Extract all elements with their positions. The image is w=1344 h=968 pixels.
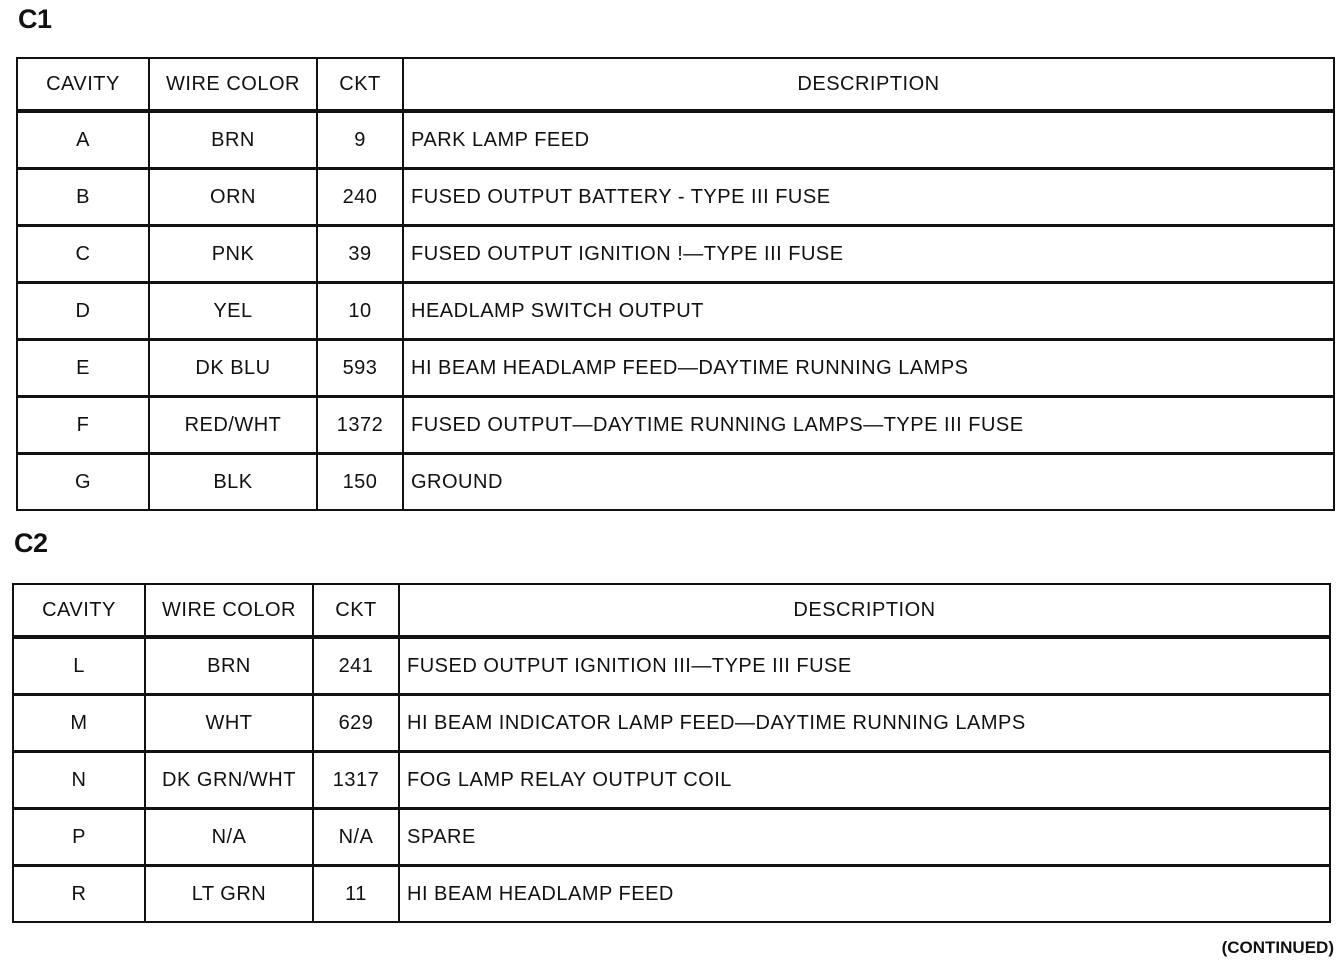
cell-cavity: M: [13, 695, 145, 752]
table-row: [17, 226, 1334, 283]
cell-ckt: 1372: [317, 397, 403, 454]
table-row: [13, 637, 1330, 695]
table-header-row: [13, 584, 1330, 637]
table-row: [13, 695, 1330, 752]
cell-description: PARK LAMP FEED: [403, 111, 1334, 169]
cell-ckt: 39: [317, 226, 403, 283]
continued-label: (CONTINUED): [1221, 938, 1334, 957]
cell-description: GROUND: [403, 454, 1334, 511]
cell-cavity: L: [13, 637, 145, 695]
cell-cavity: R: [13, 866, 145, 923]
cell-wire-color: BLK: [149, 454, 317, 511]
cell-description: HI BEAM INDICATOR LAMP FEED—DAYTIME RUNNING LAMPS: [399, 695, 1330, 752]
cell-wire-color: N/A: [145, 809, 313, 866]
header-description: DESCRIPTION: [403, 58, 1334, 111]
section-title-c1: C1: [18, 4, 52, 34]
header-description: DESCRIPTION: [399, 584, 1330, 637]
cell-description: FUSED OUTPUT IGNITION !—TYPE III FUSE: [403, 226, 1334, 283]
cell-ckt: N/A: [313, 809, 399, 866]
header-cavity: CAVITY: [13, 584, 145, 637]
cell-ckt: 240: [317, 169, 403, 226]
table-row: [17, 169, 1334, 226]
cell-ckt: 241: [313, 637, 399, 695]
cell-cavity: B: [17, 169, 149, 226]
cell-cavity: A: [17, 111, 149, 169]
section-title-c2: C2: [14, 528, 48, 558]
table-row: [13, 809, 1330, 866]
cell-description: FUSED OUTPUT—DAYTIME RUNNING LAMPS—TYPE III FUSE: [403, 397, 1334, 454]
cell-ckt: 9: [317, 111, 403, 169]
header-ckt: CKT: [317, 58, 403, 111]
table-row: [13, 866, 1330, 923]
connector-table-c2: [12, 583, 1331, 923]
table-row: [17, 397, 1334, 454]
cell-wire-color: LT GRN: [145, 866, 313, 923]
cell-description: SPARE: [399, 809, 1330, 866]
cell-wire-color: WHT: [145, 695, 313, 752]
table-header-row: [17, 58, 1334, 111]
cell-description: FOG LAMP RELAY OUTPUT COIL: [399, 752, 1330, 809]
cell-wire-color: BRN: [145, 637, 313, 695]
cell-wire-color: BRN: [149, 111, 317, 169]
cell-ckt: 593: [317, 340, 403, 397]
cell-ckt: 629: [313, 695, 399, 752]
cell-ckt: 150: [317, 454, 403, 511]
cell-cavity: D: [17, 283, 149, 340]
connector-table-c1: [16, 57, 1335, 511]
cell-ckt: 1317: [313, 752, 399, 809]
table-row: [17, 340, 1334, 397]
header-wire-color: WIRE COLOR: [145, 584, 313, 637]
cell-cavity: C: [17, 226, 149, 283]
cell-wire-color: DK GRN/WHT: [145, 752, 313, 809]
table-row: [17, 283, 1334, 340]
cell-ckt: 10: [317, 283, 403, 340]
cell-wire-color: RED/WHT: [149, 397, 317, 454]
header-wire-color: WIRE COLOR: [149, 58, 317, 111]
cell-cavity: P: [13, 809, 145, 866]
table-row: [13, 752, 1330, 809]
cell-ckt: 11: [313, 866, 399, 923]
cell-description: HI BEAM HEADLAMP FEED—DAYTIME RUNNING LAMPS: [403, 340, 1334, 397]
header-ckt: CKT: [313, 584, 399, 637]
cell-wire-color: ORN: [149, 169, 317, 226]
cell-description: HEADLAMP SWITCH OUTPUT: [403, 283, 1334, 340]
cell-description: FUSED OUTPUT IGNITION III—TYPE III FUSE: [399, 637, 1330, 695]
cell-cavity: G: [17, 454, 149, 511]
table-row: [17, 111, 1334, 169]
cell-description: HI BEAM HEADLAMP FEED: [399, 866, 1330, 923]
header-cavity: CAVITY: [17, 58, 149, 111]
cell-cavity: N: [13, 752, 145, 809]
cell-wire-color: DK BLU: [149, 340, 317, 397]
cell-cavity: F: [17, 397, 149, 454]
cell-wire-color: PNK: [149, 226, 317, 283]
cell-cavity: E: [17, 340, 149, 397]
table-row: [17, 454, 1334, 511]
cell-description: FUSED OUTPUT BATTERY - TYPE III FUSE: [403, 169, 1334, 226]
cell-wire-color: YEL: [149, 283, 317, 340]
